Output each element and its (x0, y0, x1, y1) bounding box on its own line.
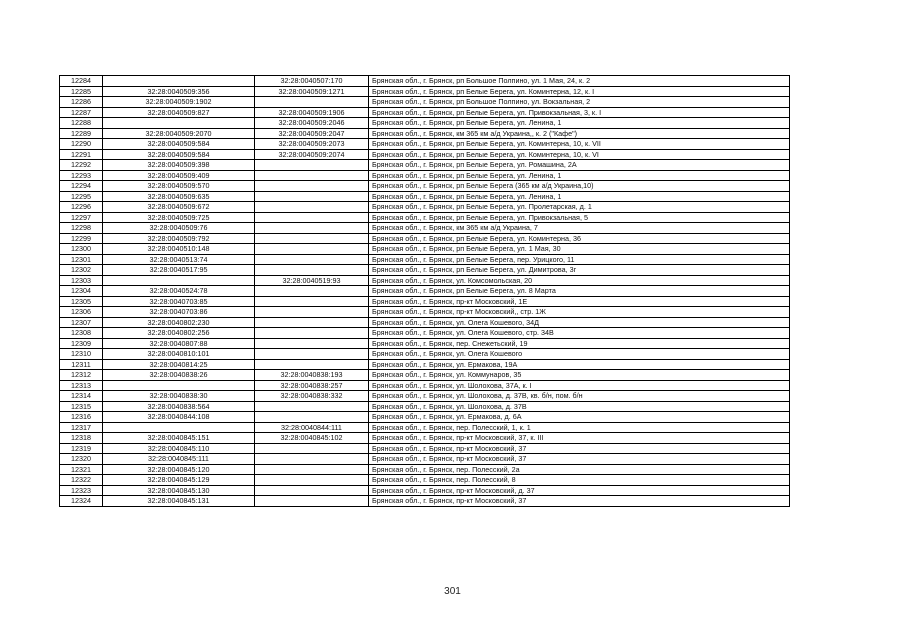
address-cell: Брянская обл., г. Брянск, рп Белые Берега, ул. Коминтерна, 10, к. VII (369, 139, 790, 150)
object-cadastral-number-cell (255, 464, 369, 475)
cadastral-number-cell: 32:28:0040845:110 (103, 443, 255, 454)
cadastral-number-cell: 32:28:0040845:130 (103, 485, 255, 496)
address-cell: Брянская обл., г. Брянск, рп Белые Берега, ул. Ромашина, 2А (369, 160, 790, 171)
address-cell: Брянская обл., г. Брянск, ул. Олега Кошевого, стр. 34В (369, 328, 790, 339)
table-row (60, 359, 790, 370)
address-cell: Брянская обл., г. Брянск, пр-кт Московский, 1Е (369, 296, 790, 307)
cadastral-number-cell (103, 275, 255, 286)
table-row (60, 317, 790, 328)
object-cadastral-number-cell (255, 307, 369, 318)
address-cell: Брянская обл., г. Брянск, рп Белые Берега, ул. Коминтерна, 12, к. I (369, 86, 790, 97)
row-number-cell: 12294 (60, 181, 103, 192)
row-number-cell: 12298 (60, 223, 103, 234)
address-cell: Брянская обл., г. Брянск, км 365 км а/д Украина, 7 (369, 223, 790, 234)
cadastral-number-cell: 32:28:0040513:74 (103, 254, 255, 265)
address-cell: Брянская обл., г. Брянск, пр-кт Московский, 37 (369, 443, 790, 454)
table-row (60, 286, 790, 297)
cadastral-number-cell: 32:28:0040845:111 (103, 454, 255, 465)
table-row (60, 86, 790, 97)
row-number-cell: 12301 (60, 254, 103, 265)
object-cadastral-number-cell (255, 412, 369, 423)
row-number-cell: 12312 (60, 370, 103, 381)
address-cell: Брянская обл., г. Брянск, рп Белые Берега, ул. Коминтерна, 10, к. VI (369, 149, 790, 160)
cadastral-number-cell: 32:28:0040509:1902 (103, 97, 255, 108)
table-row (60, 454, 790, 465)
address-cell: Брянская обл., г. Брянск, рп Белые Берега, ул. Коминтерна, 36 (369, 233, 790, 244)
register-table-body (60, 76, 790, 507)
object-cadastral-number-cell (255, 212, 369, 223)
row-number-cell: 12285 (60, 86, 103, 97)
table-row (60, 149, 790, 160)
table-row (60, 307, 790, 318)
cadastral-number-cell: 32:28:0040509:76 (103, 223, 255, 234)
address-cell: Брянская обл., г. Брянск, рп Белые Берега, ул. Ленина, 1 (369, 170, 790, 181)
object-cadastral-number-cell (255, 401, 369, 412)
table-row (60, 496, 790, 507)
row-number-cell: 12317 (60, 422, 103, 433)
cadastral-number-cell (103, 380, 255, 391)
object-cadastral-number-cell (255, 443, 369, 454)
cadastral-number-cell: 32:28:0040509:409 (103, 170, 255, 181)
table-row (60, 170, 790, 181)
object-cadastral-number-cell: 32:28:0040507:170 (255, 76, 369, 87)
row-number-cell: 12309 (60, 338, 103, 349)
table-row (60, 475, 790, 486)
cadastral-number-cell: 32:28:0040509:635 (103, 191, 255, 202)
cadastral-number-cell: 32:28:0040509:792 (103, 233, 255, 244)
address-cell: Брянская обл., г. Брянск, пер. Полесский, 8 (369, 475, 790, 486)
table-row (60, 422, 790, 433)
table-row (60, 191, 790, 202)
address-cell: Брянская обл., г. Брянск, ул. Олега Кошевого (369, 349, 790, 360)
object-cadastral-number-cell (255, 265, 369, 276)
table-row (60, 202, 790, 213)
address-cell: Брянская обл., г. Брянск, пер. Полесский, 1, к. 1 (369, 422, 790, 433)
table-row (60, 244, 790, 255)
table-row (60, 296, 790, 307)
table-row (60, 128, 790, 139)
cadastral-number-cell: 32:28:0040509:725 (103, 212, 255, 223)
row-number-cell: 12299 (60, 233, 103, 244)
object-cadastral-number-cell (255, 317, 369, 328)
object-cadastral-number-cell (255, 496, 369, 507)
row-number-cell: 12288 (60, 118, 103, 129)
table-row (60, 181, 790, 192)
object-cadastral-number-cell (255, 223, 369, 234)
address-cell: Брянская обл., г. Брянск, ул. Комсомольская, 20 (369, 275, 790, 286)
cadastral-number-cell: 32:28:0040802:230 (103, 317, 255, 328)
table-row (60, 464, 790, 475)
address-cell: Брянская обл., г. Брянск, рп Белые Берега (365 км а/д Украина,10) (369, 181, 790, 192)
cadastral-number-cell: 32:28:0040509:584 (103, 149, 255, 160)
row-number-cell: 12313 (60, 380, 103, 391)
table-row (60, 223, 790, 234)
cadastral-number-cell: 32:28:0040509:570 (103, 181, 255, 192)
address-cell: Брянская обл., г. Брянск, пр-кт Московский, 37 (369, 496, 790, 507)
address-cell: Брянская обл., г. Брянск, рп Белые Берега, ул. Пролетарская, д. 1 (369, 202, 790, 213)
address-cell: Брянская обл., г. Брянск, рп Большое Полпино, ул. Вокзальная, 2 (369, 97, 790, 108)
table-row (60, 118, 790, 129)
cadastral-number-cell: 32:28:0040509:827 (103, 107, 255, 118)
object-cadastral-number-cell (255, 233, 369, 244)
table-row (60, 254, 790, 265)
address-cell: Брянская обл., г. Брянск, ул. Ермакова, 19А (369, 359, 790, 370)
address-cell: Брянская обл., г. Брянск, рп Белые Берега, ул. Ленина, 1 (369, 118, 790, 129)
table-row (60, 391, 790, 402)
row-number-cell: 12308 (60, 328, 103, 339)
object-cadastral-number-cell (255, 170, 369, 181)
row-number-cell: 12289 (60, 128, 103, 139)
object-cadastral-number-cell: 32:28:0040838:193 (255, 370, 369, 381)
row-number-cell: 12323 (60, 485, 103, 496)
cadastral-number-cell: 32:28:0040807:88 (103, 338, 255, 349)
address-cell: Брянская обл., г. Брянск, ул. Шолохова, 37А, к. I (369, 380, 790, 391)
row-number-cell: 12322 (60, 475, 103, 486)
row-number-cell: 12318 (60, 433, 103, 444)
row-number-cell: 12303 (60, 275, 103, 286)
address-cell: Брянская обл., г. Брянск, ул. Ермакова, д. 6А (369, 412, 790, 423)
cadastral-number-cell (103, 76, 255, 87)
cadastral-number-cell: 32:28:0040845:120 (103, 464, 255, 475)
cadastral-number-cell: 32:28:0040509:584 (103, 139, 255, 150)
row-number-cell: 12305 (60, 296, 103, 307)
table-row (60, 370, 790, 381)
row-number-cell: 12302 (60, 265, 103, 276)
table-row (60, 160, 790, 171)
cadastral-number-cell: 32:28:0040509:356 (103, 86, 255, 97)
object-cadastral-number-cell: 32:28:0040519:93 (255, 275, 369, 286)
object-cadastral-number-cell (255, 454, 369, 465)
row-number-cell: 12311 (60, 359, 103, 370)
table-row (60, 97, 790, 108)
table-row (60, 412, 790, 423)
row-number-cell: 12300 (60, 244, 103, 255)
cadastral-number-cell: 32:28:0040509:398 (103, 160, 255, 171)
cadastral-number-cell: 32:28:0040838:30 (103, 391, 255, 402)
cadastral-number-cell: 32:28:0040524:78 (103, 286, 255, 297)
row-number-cell: 12291 (60, 149, 103, 160)
cadastral-number-cell: 32:28:0040845:131 (103, 496, 255, 507)
cadastral-number-cell: 32:28:0040814:25 (103, 359, 255, 370)
table-row (60, 275, 790, 286)
cadastral-number-cell: 32:28:0040509:672 (103, 202, 255, 213)
address-cell: Брянская обл., г. Брянск, ул. Шолохова, д. 37В (369, 401, 790, 412)
row-number-cell: 12295 (60, 191, 103, 202)
object-cadastral-number-cell: 32:28:0040509:2047 (255, 128, 369, 139)
table-row (60, 212, 790, 223)
address-cell: Брянская обл., г. Брянск, пр-кт Московский, 37, к. III (369, 433, 790, 444)
address-cell: Брянская обл., г. Брянск, пр-кт Московский, 37 (369, 454, 790, 465)
object-cadastral-number-cell: 32:28:0040509:2046 (255, 118, 369, 129)
row-number-cell: 12307 (60, 317, 103, 328)
object-cadastral-number-cell: 32:28:0040838:332 (255, 391, 369, 402)
object-cadastral-number-cell: 32:28:0040509:1271 (255, 86, 369, 97)
cadastral-number-cell: 32:28:0040845:151 (103, 433, 255, 444)
table-row (60, 338, 790, 349)
address-cell: Брянская обл., г. Брянск, ул. Шолохова, д. 37В, кв. б/н, пом. б/н (369, 391, 790, 402)
row-number-cell: 12297 (60, 212, 103, 223)
table-row (60, 139, 790, 150)
object-cadastral-number-cell (255, 181, 369, 192)
row-number-cell: 12292 (60, 160, 103, 171)
row-number-cell: 12324 (60, 496, 103, 507)
cadastral-number-cell: 32:28:0040838:564 (103, 401, 255, 412)
object-cadastral-number-cell (255, 286, 369, 297)
address-cell: Брянская обл., г. Брянск, рп Белые Берега, ул. Димитрова, 3г (369, 265, 790, 276)
table-row (60, 265, 790, 276)
object-cadastral-number-cell (255, 338, 369, 349)
row-number-cell: 12290 (60, 139, 103, 150)
cadastral-number-cell: 32:28:0040844:108 (103, 412, 255, 423)
row-number-cell: 12314 (60, 391, 103, 402)
object-cadastral-number-cell: 32:28:0040838:257 (255, 380, 369, 391)
table-row (60, 380, 790, 391)
object-cadastral-number-cell (255, 475, 369, 486)
row-number-cell: 12284 (60, 76, 103, 87)
row-number-cell: 12310 (60, 349, 103, 360)
row-number-cell: 12304 (60, 286, 103, 297)
object-cadastral-number-cell (255, 254, 369, 265)
row-number-cell: 12315 (60, 401, 103, 412)
row-number-cell: 12286 (60, 97, 103, 108)
table-row (60, 76, 790, 87)
table-row (60, 485, 790, 496)
row-number-cell: 12316 (60, 412, 103, 423)
table-row (60, 401, 790, 412)
table-row (60, 433, 790, 444)
row-number-cell: 12320 (60, 454, 103, 465)
address-cell: Брянская обл., г. Брянск, ул. Коммунаров, 35 (369, 370, 790, 381)
object-cadastral-number-cell: 32:28:0040509:1906 (255, 107, 369, 118)
row-number-cell: 12319 (60, 443, 103, 454)
cadastral-number-cell: 32:28:0040510:148 (103, 244, 255, 255)
table-row (60, 233, 790, 244)
table-row (60, 349, 790, 360)
object-cadastral-number-cell (255, 485, 369, 496)
object-cadastral-number-cell (255, 202, 369, 213)
cadastral-number-cell: 32:28:0040845:129 (103, 475, 255, 486)
object-cadastral-number-cell: 32:28:0040844:111 (255, 422, 369, 433)
row-number-cell: 12296 (60, 202, 103, 213)
object-cadastral-number-cell (255, 296, 369, 307)
row-number-cell: 12321 (60, 464, 103, 475)
table-row (60, 328, 790, 339)
object-cadastral-number-cell: 32:28:0040845:102 (255, 433, 369, 444)
row-number-cell: 12287 (60, 107, 103, 118)
cadastral-number-cell: 32:28:0040838:26 (103, 370, 255, 381)
cadastral-number-cell (103, 118, 255, 129)
cadastral-number-cell: 32:28:0040802:256 (103, 328, 255, 339)
object-cadastral-number-cell (255, 97, 369, 108)
row-number-cell: 12306 (60, 307, 103, 318)
address-cell: Брянская обл., г. Брянск, рп Белые Берега, ул. Привокзальная, 3, к. I (369, 107, 790, 118)
row-number-cell: 12293 (60, 170, 103, 181)
cadastral-number-cell (103, 422, 255, 433)
address-cell: Брянская обл., г. Брянск, пер. Снежетьский, 19 (369, 338, 790, 349)
object-cadastral-number-cell (255, 359, 369, 370)
address-cell: Брянская обл., г. Брянск, рп Белые Берега, ул. Ленина, 1 (369, 191, 790, 202)
object-cadastral-number-cell (255, 349, 369, 360)
address-cell: Брянская обл., г. Брянск, рп Белые Берега, ул. 8 Марта (369, 286, 790, 297)
object-cadastral-number-cell (255, 160, 369, 171)
cadastral-number-cell: 32:28:0040810:101 (103, 349, 255, 360)
object-cadastral-number-cell: 32:28:0040509:2074 (255, 149, 369, 160)
address-cell: Брянская обл., г. Брянск, рп Белые Берега, ул. 1 Мая, 30 (369, 244, 790, 255)
address-cell: Брянская обл., г. Брянск, км 365 км а/д Украина,, к. 2 ("Кафе") (369, 128, 790, 139)
address-cell: Брянская обл., г. Брянск, ул. Олега Кошевого, 34Д (369, 317, 790, 328)
address-cell: Брянская обл., г. Брянск, рп Белые Берега, ул. Привокзальная, 5 (369, 212, 790, 223)
address-cell: Брянская обл., г. Брянск, пр-кт Московский,, стр. 1Ж (369, 307, 790, 318)
address-cell: Брянская обл., г. Брянск, рп Белые Берега, пер. Урицкого, 11 (369, 254, 790, 265)
page-number: 301 (444, 586, 461, 597)
property-register-table (59, 75, 790, 507)
address-cell: Брянская обл., г. Брянск, рп Большое Полпино, ул. 1 Мая, 24, к. 2 (369, 76, 790, 87)
object-cadastral-number-cell (255, 191, 369, 202)
object-cadastral-number-cell (255, 244, 369, 255)
address-cell: Брянская обл., г. Брянск, пер. Полесский, 2а (369, 464, 790, 475)
address-cell: Брянская обл., г. Брянск, пр-кт Московский, д. 37 (369, 485, 790, 496)
cadastral-number-cell: 32:28:0040703:85 (103, 296, 255, 307)
cadastral-number-cell: 32:28:0040517:95 (103, 265, 255, 276)
table-row (60, 107, 790, 118)
cadastral-number-cell: 32:28:0040509:2070 (103, 128, 255, 139)
object-cadastral-number-cell: 32:28:0040509:2073 (255, 139, 369, 150)
cadastral-number-cell: 32:28:0040703:86 (103, 307, 255, 318)
object-cadastral-number-cell (255, 328, 369, 339)
table-row (60, 443, 790, 454)
